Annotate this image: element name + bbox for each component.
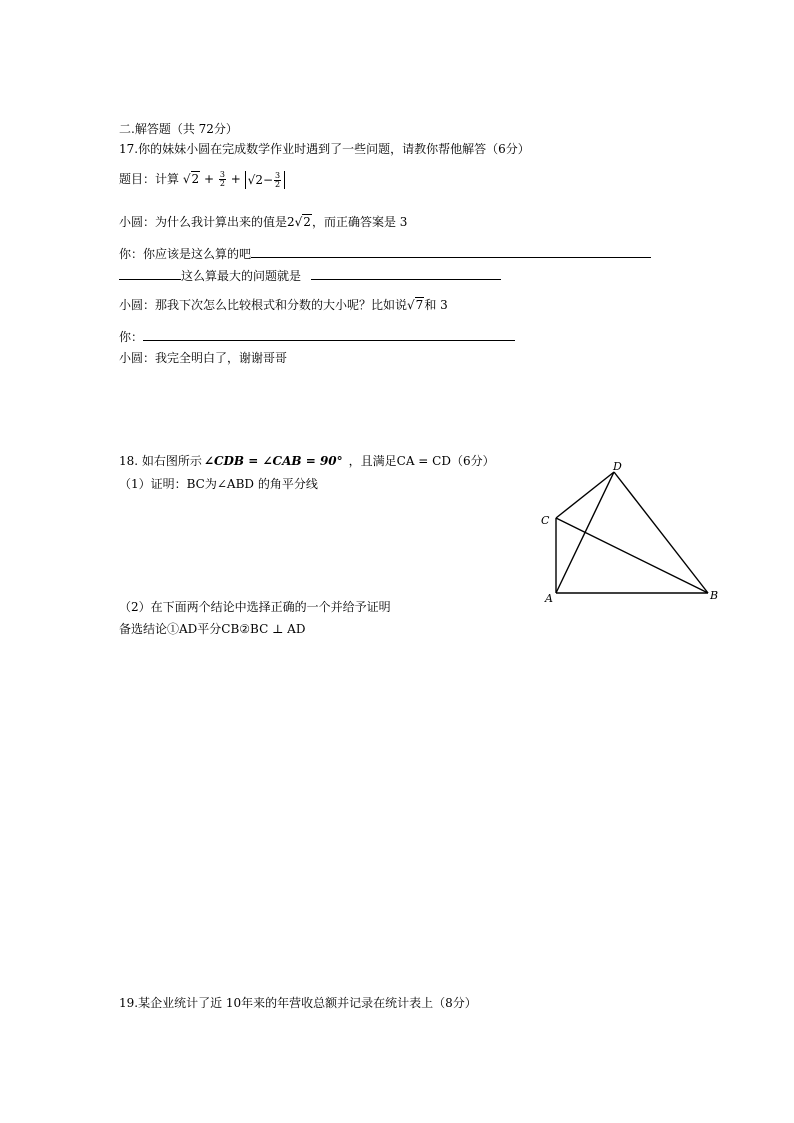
answer-blank-3[interactable]	[311, 268, 501, 280]
xiaoyuan-line-1: 小圆：为什么我计算出来的值是2√2，而正确答案是 3	[119, 215, 408, 229]
label-C: C	[541, 514, 550, 527]
q17-title: 17.你的妹妹小圆在完成数学作业时遇到了一些问题，请教你帮他解答（6分）	[119, 142, 530, 156]
q17-problem	[119, 168, 285, 190]
q19-title: 19.某企业统计了近 10年来的年营收总额并记录在统计表上（8分）	[119, 996, 477, 1010]
absolute-value: √2− $\frac{3}{2}$	[245, 171, 285, 189]
q18-part1: （1）证明：BC为∠ABD 的角平分线	[119, 477, 318, 491]
section-title: 二.解答题（共 72分）	[119, 122, 238, 136]
q18-math: ∠CDB = ∠CAB = 90°	[203, 454, 343, 468]
plus-sign-2: +	[230, 172, 241, 186]
plus-sign: +	[203, 172, 215, 186]
q18-options: 备选结论①AD平分CB②BC ⊥ AD	[119, 622, 306, 636]
answer-blank-4[interactable]	[143, 329, 515, 341]
answer-blank-2[interactable]	[119, 268, 181, 280]
q18-part2: （2）在下面两个结论中选择正确的一个并给予证明	[119, 600, 391, 614]
q18-title: 18. 如右图所示 ∠CDB = ∠CAB = 90° ，且满足CA = CD（6分）	[119, 454, 495, 468]
label-B: B	[710, 589, 719, 602]
xiaoyuan-line-2: 小圆：那我下次怎么比较根式和分数的大小呢？比如说√7和 3	[119, 298, 448, 312]
q17-problem-label: 题目：计算	[119, 172, 180, 186]
triangle-figure	[535, 455, 735, 615]
xiaoyuan-line-3: 小圆：我完全明白了，谢谢哥哥	[119, 351, 288, 365]
label-D: D	[613, 460, 622, 473]
answer-blank-1[interactable]	[251, 246, 651, 258]
fraction: $\frac{3}{2}$	[219, 170, 225, 188]
sqrt-expression: √2	[182, 172, 200, 186]
line-2: 这么算最大的问题就是	[119, 268, 501, 284]
you-line-1: 你：你应该是这么算的吧	[119, 246, 651, 262]
label-A: A	[545, 592, 553, 605]
you-line-2: 你：	[119, 329, 515, 345]
